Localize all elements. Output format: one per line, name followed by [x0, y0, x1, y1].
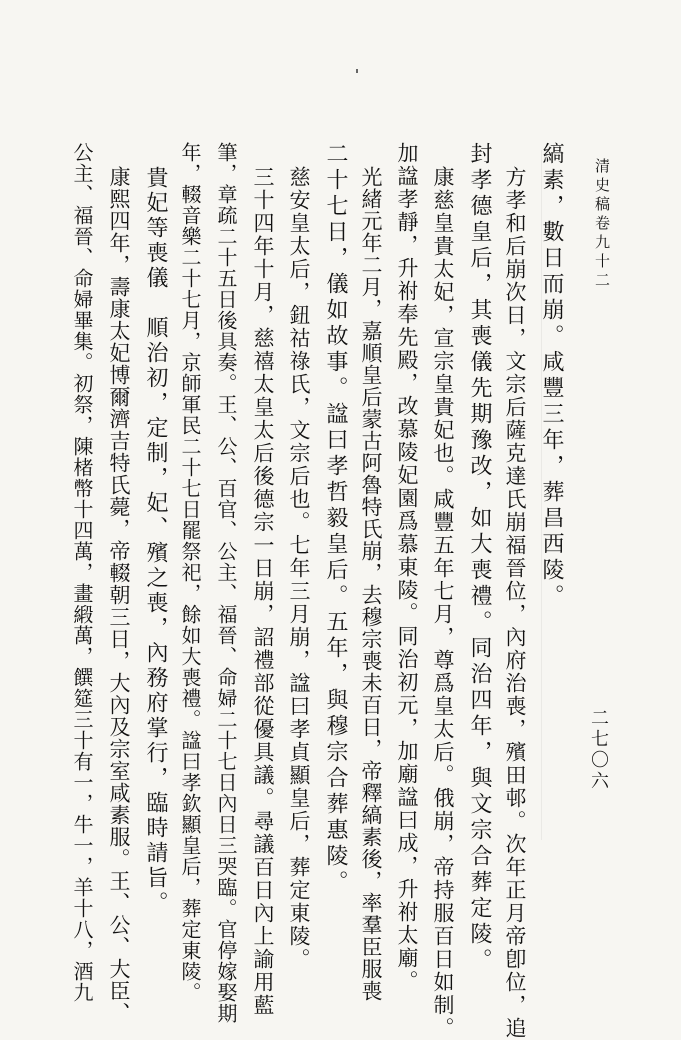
page-number: 二七〇六 — [588, 708, 609, 792]
text-column-7: 二十七日，儀如故事。諡曰孝哲毅皇后。五年，與穆宗合葬惠陵。 — [323, 142, 348, 896]
running-header: 清史稿卷九十二 — [593, 158, 611, 291]
text-column-11: 年，輟音樂二十七月，京師軍民二十七日罷祭祀，餘如大喪禮。諡曰孝欽顯皇后，葬定東陵。 — [178, 142, 202, 1003]
text-column-8: 慈安皇太后，鈕祜祿氏，文宗后也。七年三月崩，諡曰孝貞顯皇后，葬定東陵。 — [287, 166, 311, 971]
text-column-6: 光緒元年二月，嘉順皇后蒙古阿魯特氏崩，去穆宗喪未百日，帝釋縞素後，率羣臣服喪 — [359, 166, 383, 1002]
text-column-13: 康熙四年，壽康太妃博爾濟吉特氏薨，帝輟朝三日，大內及宗室咸素服。王、公、大臣、 — [107, 166, 131, 1024]
text-column-10: 筆，章疏二十五日後具奏。王、公、百官、公主、福晉、命婦二十七日內日三哭臨。官停嫁娶期 — [214, 142, 238, 1024]
text-column-1: 縞素，數日而崩。咸豐三年，葬昌西陵。 — [539, 142, 564, 610]
text-column-14: 公主、福晉、命婦畢集。初祭，陳楮幣十四萬，畫緞萬，饌筵三十有一，牛一，羊十八，酒九 — [70, 142, 94, 1003]
text-column-12: 貴妃等喪儀 順治初，定制，妃、殯之喪，內務府掌行，臨時請旨。 — [143, 166, 168, 916]
text-column-3: 封孝德皇后，其喪儀先期豫改，如大喪禮。同治四年，與文宗合葬定陵。 — [467, 142, 492, 974]
text-column-2: 方孝和后崩次日，文宗后薩克達氏崩福晉位，內府治喪，殯田邨。次年正月帝卽位，追 — [503, 166, 527, 1040]
ink-speck — [356, 69, 358, 73]
text-column-9: 三十四年十月，慈禧太皇太后後德宗一日崩，詔禮部從優具議。尋議百日內上諭用藍 — [251, 166, 275, 1017]
text-column-4: 康慈皇貴太妃，宣宗皇貴妃也。咸豐五年七月，尊爲皇太后。俄崩，帝持服百日如制。 — [431, 166, 455, 1040]
text-column-5: 加諡孝靜，升祔奉先殿，改慕陵妃園爲慕東陵。同治初元，加廟諡曰成，升祔太廟。 — [395, 142, 419, 993]
